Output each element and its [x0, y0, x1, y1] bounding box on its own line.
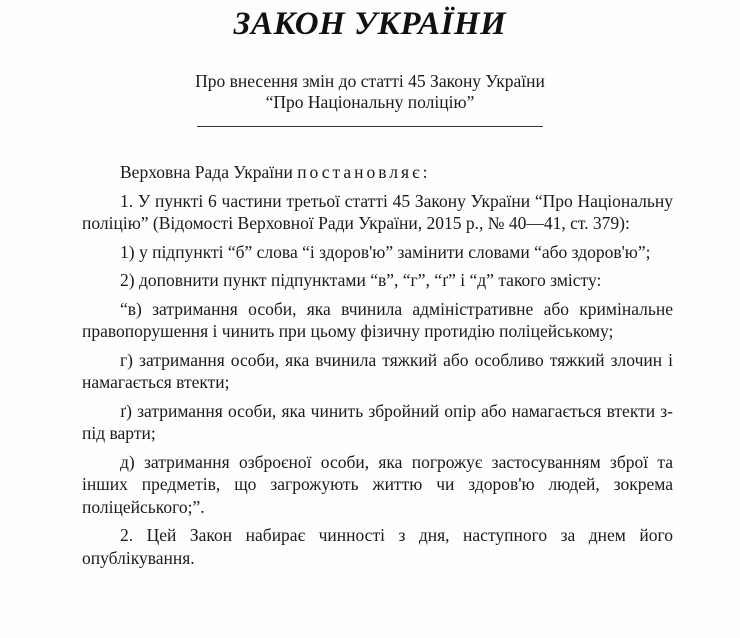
preamble-text: Верховна Рада України: [120, 162, 298, 182]
paragraph-item-1-2: 2) доповнити пункт підпунктами “в”, “г”, “ґ” і “д” такого змісту:: [120, 270, 602, 290]
paragraph-subitem-g: ґ) затримання особи, яка чинить збройний опір або намагається втекти з-під варти;: [82, 400, 673, 443]
paragraph-item-2: 2. Цей Закон набирає чинності з дня, наступного за днем його опублікування.: [82, 525, 673, 568]
paragraph-subitem-v: “в) затримання особи, яка вчинила адміністративне або кримінальне правопорушення і чинить при цьому фізичну протидію поліцейському;: [82, 298, 673, 341]
paragraph-subitem-h: г) затримання особи, яка вчинила тяжкий або особливо тяжкий злочин і намагається втекти;: [82, 349, 673, 392]
document-body: [82, 161, 673, 575]
paragraph-preamble: [82, 161, 673, 184]
subtitle-line-2: “Про Національну поліцію”: [265, 92, 475, 112]
paragraph-subitem-d: д) затримання озброєної особи, яка погрожує застосуванням зброї та інших предметів, що загрожують життю чи здоров'ю людей, зокрема поліцейського;”.: [82, 451, 673, 517]
preamble-colon: :: [422, 162, 428, 182]
document-subtitle: [0, 71, 740, 113]
paragraph-item-1-1: 1) у підпункті “б” слова “і здоров'ю” замінити словами “або здоров'ю”;: [120, 241, 651, 262]
subtitle-line-1: Про внесення змін до статті 45 Закону України: [195, 71, 545, 91]
document-title: ЗАКОН УКРАЇНИ: [233, 6, 507, 42]
preamble-spaced-word: постановляє: [297, 162, 423, 182]
title-divider-line: [197, 126, 543, 127]
paragraph-item-1: 1. У пункті 6 частини третьої статті 45 Закону України “Про Національну поліцію” (Відомості Верховної Ради України, 2015 р., № 40—41, ст. 379):: [82, 190, 673, 233]
